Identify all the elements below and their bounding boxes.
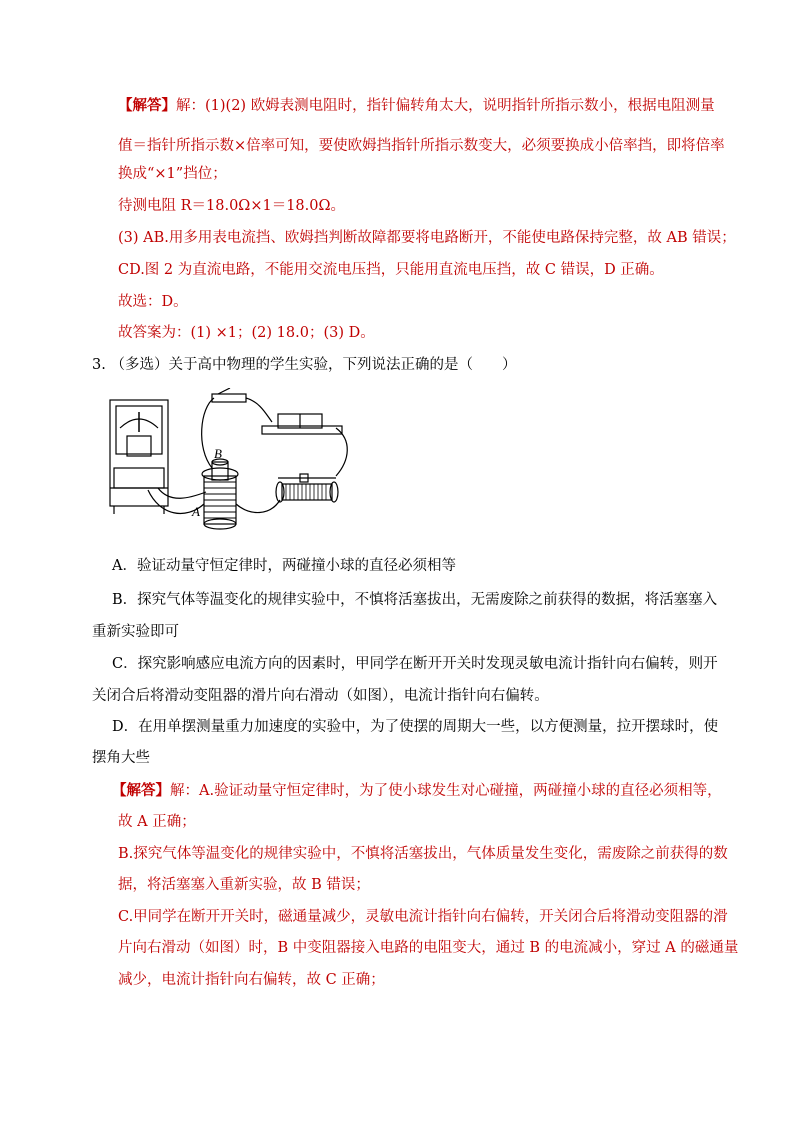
answer-tag: 【解答】 <box>118 97 176 114</box>
answer-2-line-2: 故 A 正确； <box>118 814 196 830</box>
figure-label-a: A <box>192 504 200 519</box>
answer-2-line-5: C.甲同学在断开开关时，磁通量减少，灵敏电流计指针向右偏转，开关闭合后将滑动变阻器的滑 <box>118 909 728 925</box>
switch-icon <box>212 394 246 402</box>
answer-2-line-6: 片向右滑动（如图）时，B 中变阻器接入电路的电阻变大，通过 B 的电流减小，穿过 A 的磁通量 <box>118 940 739 956</box>
answer-2-line-3: B.探究气体等温变化的规律实验中，不慎将活塞拔出，气体质量发生变化，需废除之前获得的数 <box>118 846 728 862</box>
question-3-stem <box>92 355 516 375</box>
option-d-line-1: D．在用单摆测量重力加速度的实验中，为了使摆的周期大一些，以方便测量，拉开摆球时，使 <box>112 719 719 735</box>
answer-1-line-1 <box>118 96 715 116</box>
figure-label-b: B <box>214 446 222 461</box>
option-b-line-1: B．探究气体等温变化的规律实验中，不慎将活塞拔出，无需废除之前获得的数据，将活塞塞入 <box>112 592 718 608</box>
answer-1-line-2: 值＝指针所指示数×倍率可知，要使欧姆挡指针所指示数变大，必须要换成小倍率挡，即将倍率 <box>118 138 725 154</box>
answer-tag: 【解答】 <box>112 782 170 799</box>
rheostat-icon <box>282 484 332 500</box>
option-b-line-2: 重新实验即可 <box>92 624 179 640</box>
answer-1-line-4: 待测电阻 R＝18.0Ω×1＝18.0Ω。 <box>118 198 346 214</box>
option-a: A．验证动量守恒定律时，两碰撞小球的直径必须相等 <box>112 558 456 574</box>
answer-1-line-5: (3) AB.用多用表电流挡、欧姆挡判断故障都要将电路断开，不能使电路保持完整，故 AB 错误； <box>118 230 736 246</box>
question-number: 3. <box>92 357 106 373</box>
answer-1-line-3: 换成“×1”挡位； <box>118 166 227 182</box>
answer-2-line-1 <box>112 781 722 801</box>
option-c-line-2: 关闭合后将滑动变阻器的滑片向右滑动（如图），电流计指针向右偏转。 <box>92 688 549 704</box>
answer-2-line-7: 减少，电流计指针向右偏转，故 C 正确； <box>118 972 385 988</box>
question-text: （多选）关于高中物理的学生实验，下列说法正确的是（ ） <box>110 357 517 373</box>
experiment-figure <box>100 388 360 534</box>
option-c-line-1: C．探究影响感应电流方向的因素时，甲同学在断开开关时发现灵敏电流计指针向右偏转，则开 <box>112 656 718 672</box>
answer-text: 解：A.验证动量守恒定律时，为了使小球发生对心碰撞，两碰撞小球的直径必须相等， <box>170 783 722 799</box>
option-d-line-2: 摆角大些 <box>92 750 150 766</box>
answer-1-line-7: 故选：D。 <box>118 294 188 310</box>
answer-1-line-6: CD.图 2 为直流电路，不能用交流电压挡，只能用直流电压挡，故 C 错误，D 正确。 <box>118 262 664 278</box>
answer-1-line-8: 故答案为：(1) ×1；(2) 18.0；(3) D。 <box>118 325 375 341</box>
answer-2-line-4: 据，将活塞塞入重新实验，故 B 错误； <box>118 877 370 893</box>
answer-text: 解：(1)(2) 欧姆表测电阻时，指针偏转角太大，说明指针所指示数小，根据电阻测量 <box>176 98 715 114</box>
